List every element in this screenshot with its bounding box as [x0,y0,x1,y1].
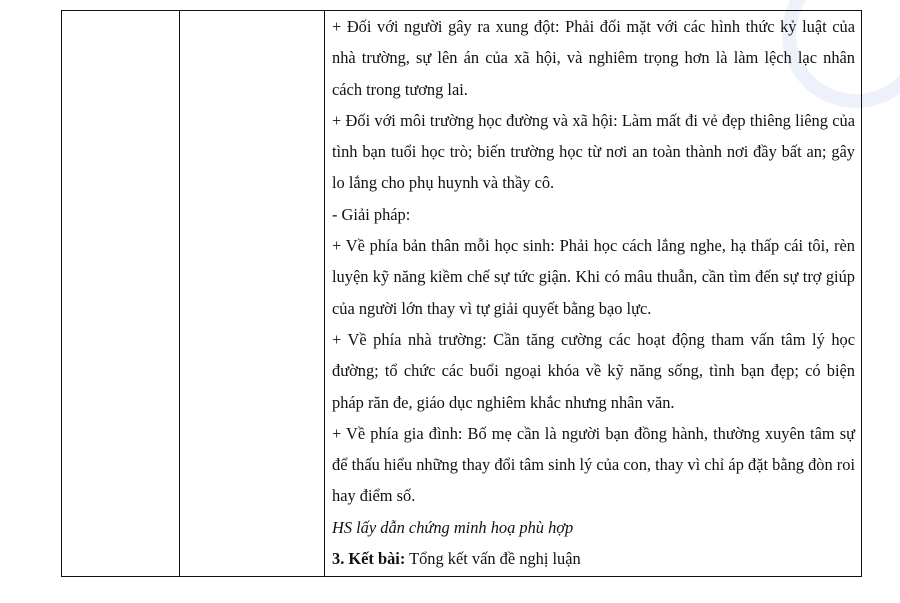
content-cell [325,11,862,577]
paragraph-solution-heading: - Giải pháp: [332,204,411,224]
empty-cell-points [180,11,325,577]
rubric-table [61,10,862,577]
conclusion-text: Tổng kết vấn đề nghị luận [405,549,581,569]
paragraph-conclusion [332,543,855,574]
paragraph-consequence-environment: + Đối với môi trường học đường và xã hội: Làm mất đi vẻ đẹp thiêng liêng của tình bạn tuổi học trò; biến trường học từ nơi an toàn thành nơi đầy bất an; gây lo lắng cho phụ huynh và thầy cô. [332,110,855,193]
paragraph-solution-school: + Về phía nhà trường: Cần tăng cường các hoạt động tham vấn tâm lý học đường; tổ chức các buổi ngoại khóa về kỹ năng sống, tình bạn đẹp; có biện pháp răn đe, giáo dục nghiêm khắc nhưng nhân văn. [332,329,855,412]
paragraph-solution-students: + Về phía bản thân mỗi học sinh: Phải học cách lắng nghe, hạ thấp cái tôi, rèn luyện kỹ năng kiềm chế sự tức giận. Khi có mâu thuẫn, cần tìm đến sự trợ giúp của người lớn thay vì tự giải quyết bằng bạo lực. [332,236,855,318]
table-row [62,11,862,577]
conclusion-label: 3. Kết bài: [332,549,406,569]
empty-cell-section [62,11,180,577]
paragraph-solution-family: + Về phía gia đình: Bố mẹ cần là người bạn đồng hành, thường xuyên tâm sự để thấu hiểu những thay đổi tâm sinh lý của con, thay vì chỉ áp đặt bằng đòn roi hay điểm số. [332,423,855,506]
paragraph-evidence-note: HS lấy dẫn chứng minh hoạ phù hợp [332,517,574,537]
paragraph-consequence-perpetrator: + Đối với người gây ra xung đột: Phải đối mặt với các hình thức kỷ luật của nhà trường, sự lên án của xã hội, và nghiêm trọng hơn là làm lệch lạc nhân cách trong tương lai. [332,17,855,99]
content-body [325,11,861,574]
